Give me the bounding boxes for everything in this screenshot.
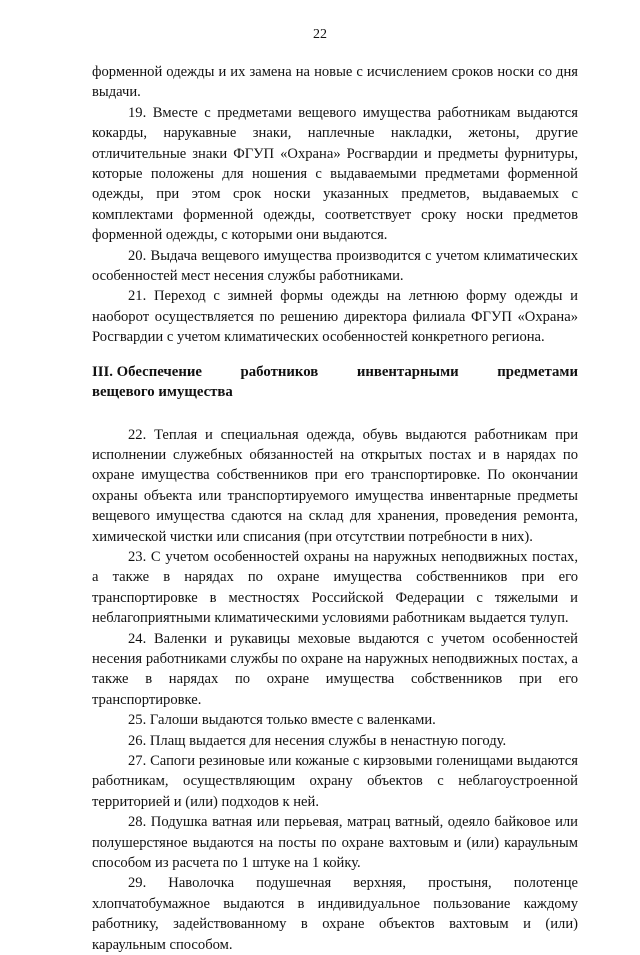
paragraphs-after-heading: [92, 425, 578, 955]
heading-word: инвентарными: [357, 362, 459, 382]
document-body: [92, 62, 578, 955]
paragraph-19: 19. Вместе с предметами вещевого имущества работникам выдаются кокарды, нарукавные знаки, наплечные накладки, жетоны, другие отличительные знаки ФГУП «Охрана» Росгвардии и предметы фурнитуры, которые положены для ношения с выдаваемыми предметами форменной одежды, при этом срок носки указанных предметов, выдаваемых с комплектами форменной одежды, соответствует сроку носки предметов форменной одежды, с которыми они выдаются.: [92, 103, 578, 246]
paragraph-28: 28. Подушка ватная или перьевая, матрац ватный, одеяло байковое или полушерстяное выдаются на посты по охране вахтовым и (или) караульным способом из расчета по 1 штуке на 1 койку.: [92, 812, 578, 873]
page-number: 22: [0, 26, 640, 44]
section-heading: [92, 362, 578, 403]
heading-word: III. Обеспечение: [92, 362, 202, 382]
paragraph-continuation: форменной одежды и их замена на новые с исчислением сроков носки со дня выдачи.: [92, 62, 578, 103]
paragraph-23: 23. С учетом особенностей охраны на наружных неподвижных постах, а также в нарядах по охране имущества собственников при его транспортировке в местностях Российской Федерации с тяжелыми и неблагоприятными климатическими условиями работникам выдается тулуп.: [92, 547, 578, 629]
paragraph-20: 20. Выдача вещевого имущества производится с учетом климатических особенностей мест несения службы работниками.: [92, 246, 578, 287]
paragraph-24: 24. Валенки и рукавицы меховые выдаются с учетом особенностей несения работниками службы по охране на наружных неподвижных постах, а также в нарядах по охране имущества собственников при его транспортировке.: [92, 629, 578, 711]
paragraph-27: 27. Сапоги резиновые или кожаные с кирзовыми голенищами выдаются работникам, осуществляющим охрану объектов с неблагоустроенной территорией и (или) подходов к ней.: [92, 751, 578, 812]
paragraphs-before-heading: [92, 62, 578, 348]
heading-word: предметами: [497, 362, 578, 382]
heading-word: работников: [241, 362, 319, 382]
paragraph-21: 21. Переход с зимней формы одежды на летнюю форму одежды и наоборот осуществляется по решению директора филиала ФГУП «Охрана» Росгвардии с учетом климатических особенностей конкретного региона.: [92, 286, 578, 347]
section-heading-line2: вещевого имущества: [92, 382, 578, 402]
paragraph-22: 22. Теплая и специальная одежда, обувь выдаются работникам при исполнении служебных обязанностей на открытых постах и в нарядах по охране имущества собственников при его транспортировке. По окончании охраны объекта или транспортируемого имущества инвентарные предметы вещевого имущества сдаются на склад для хранения, проведения ремонта, химической чистки или списания (при отсутствии потребности в них).: [92, 425, 578, 547]
paragraph-29: 29. Наволочка подушечная верхняя, простыня, полотенце хлопчатобумажное выдаются в индивидуальное пользование каждому работнику, задействованному в охране объектов вахтовым и (или) караульным способом.: [92, 873, 578, 955]
paragraph-26: 26. Плащ выдается для несения службы в ненастную погоду.: [92, 731, 578, 751]
section-heading-line1: [92, 362, 578, 382]
paragraph-25: 25. Галоши выдаются только вместе с валенками.: [92, 710, 578, 730]
